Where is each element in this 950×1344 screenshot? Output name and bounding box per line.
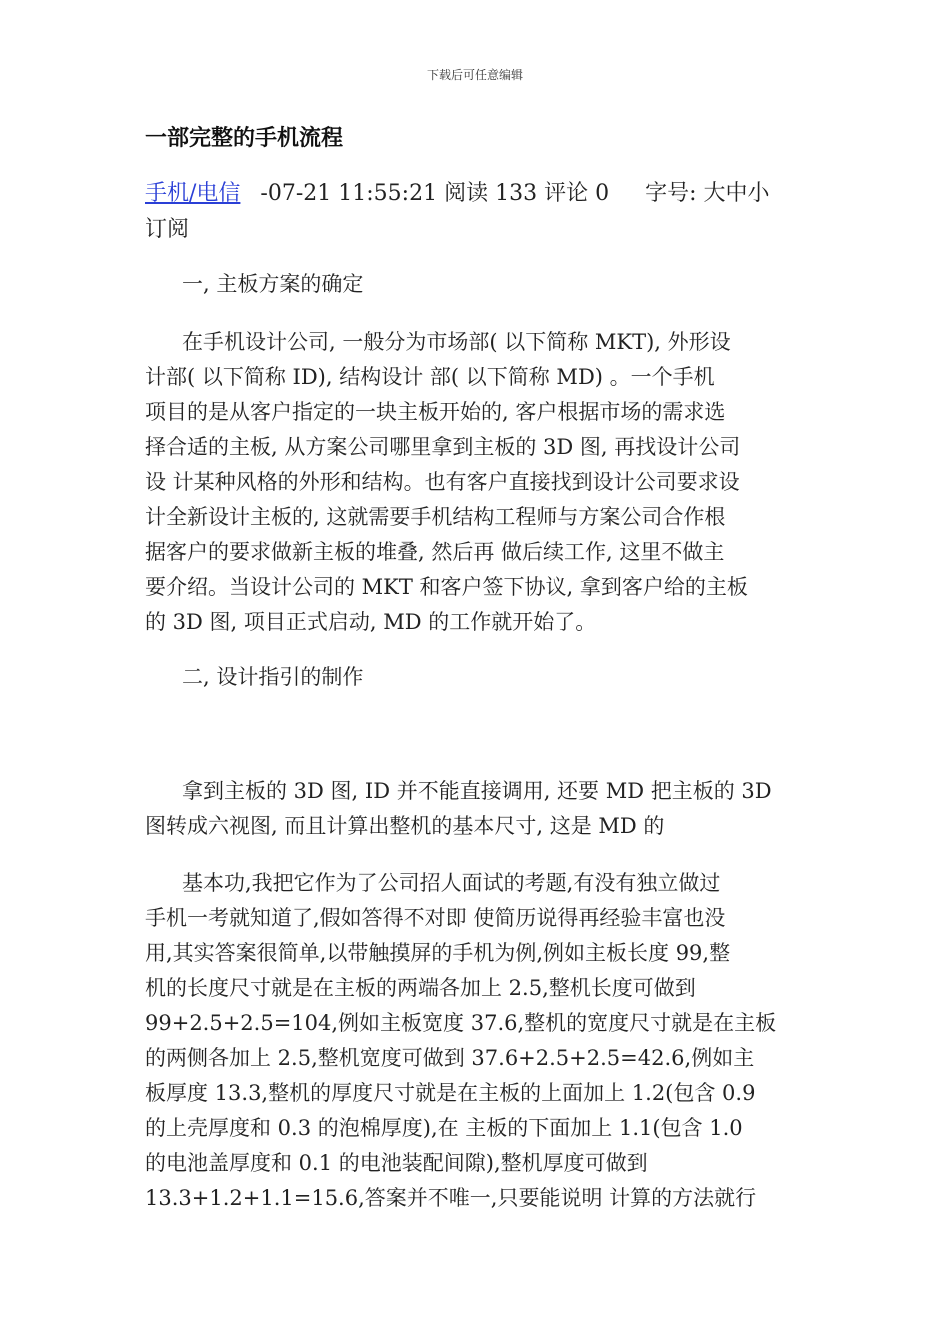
text-line: 99+2.5+2.5=104,例如主板宽度 37.6,整机的宽度尺寸就是在主板 <box>145 1011 777 1035</box>
text-line: 13.3+1.2+1.1=15.6,答案并不唯一,只要能说明 计算的方法就行 <box>145 1186 757 1210</box>
post-datetime: -07-21 11:55:21 <box>260 181 438 206</box>
text-line: 板厚度 13.3,整机的厚度尺寸就是在主板的上面加上 1.2(包含 0.9 <box>145 1081 756 1105</box>
text-line: 的电池盖厚度和 0.1 的电池装配间隙),整机厚度可做到 <box>145 1151 648 1175</box>
text-line: 要介绍。当设计公司的 MKT 和客户签下协议, 拿到客户给的主板 <box>145 575 748 599</box>
section1-paragraph <box>145 325 807 640</box>
text-line: 项目的是从客户指定的一块主板开始的, 客户根据市场的需求选 <box>145 400 726 424</box>
article-meta <box>145 176 805 248</box>
section2-paragraph-continued <box>145 866 807 1216</box>
text-line: 基本功,我把它作为了公司招人面试的考题,有没有独立做过 <box>182 871 721 895</box>
text-line: 计全新设计主板的, 这就需要手机结构工程师与方案公司合作根 <box>145 505 726 529</box>
category-link[interactable]: 手机/电信 <box>145 181 241 206</box>
text-line: 据客户的要求做新主板的堆叠, 然后再 做后续工作, 这里不做主 <box>145 540 725 564</box>
text-line: 的两侧各加上 2.5,整机宽度可做到 37.6+2.5+2.5=42.6,例如主 <box>145 1046 755 1070</box>
text-line: 择合适的主板, 从方案公司哪里拿到主板的 3D 图, 再找设计公司 <box>145 435 741 459</box>
text-line: 在手机设计公司, 一般分为市场部( 以下简称 MKT), 外形设 <box>182 330 731 354</box>
subscribe-link[interactable]: 订阅 <box>145 217 190 242</box>
text-line: 用,其实答案很简单,以带触摸屏的手机为例,例如主板长度 99,整 <box>145 941 731 965</box>
text-line: 设 计某种风格的外形和结构。也有客户直接找到设计公司要求设 <box>145 470 740 494</box>
text-line: 的 3D 图, 项目正式启动, MD 的工作就开始了。 <box>145 610 597 634</box>
view-count: 阅读 133 <box>444 181 538 206</box>
article-title: 一部完整的手机流程 <box>145 126 344 151</box>
text-line: 的上壳厚度和 0.3 的泡棉厚度),在 主板的下面加上 1.1(包含 1.0 <box>145 1116 743 1140</box>
text-line: 图转成六视图, 而且计算出整机的基本尺寸, 这是 MD 的 <box>145 814 665 838</box>
text-line: 计部( 以下简称 ID), 结构设计 部( 以下简称 MD) 。一个手机 <box>145 365 715 389</box>
section-heading-1: 一, 主板方案的确定 <box>182 272 364 296</box>
text-line: 手机一考就知道了,假如答得不对即 使简历说得再经验丰富也没 <box>145 906 726 930</box>
font-size-control[interactable]: 字号: 大中小 <box>645 181 770 206</box>
header-note: 下载后可任意编辑 <box>426 68 523 82</box>
text-line: 机的长度尺寸就是在主板的两端各加上 2.5,整机长度可做到 <box>145 976 696 1000</box>
section-heading-2: 二, 设计指引的制作 <box>182 665 364 689</box>
text-line: 拿到主板的 3D 图, ID 并不能直接调用, 还要 MD 把主板的 3D <box>182 779 772 803</box>
section2-paragraph <box>145 774 807 844</box>
comment-count: 评论 0 <box>544 181 610 206</box>
